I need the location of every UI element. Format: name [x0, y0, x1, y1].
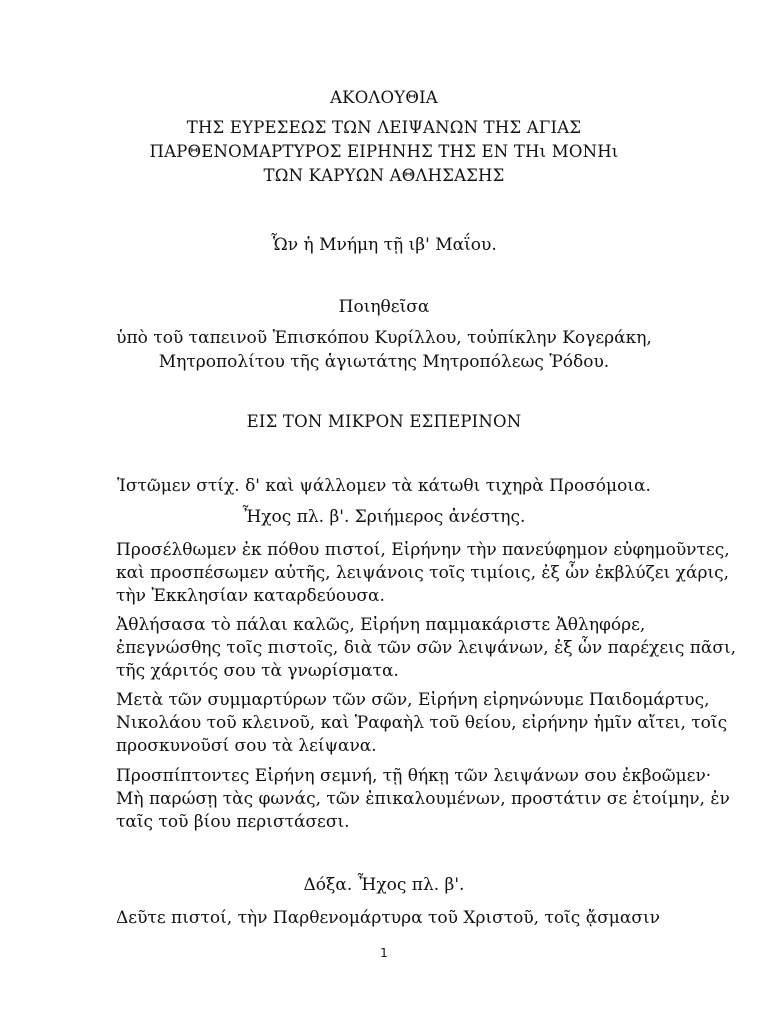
- stanza-4-line-3: ταῖς τοῦ βίου περιστάσεσι.: [116, 812, 350, 832]
- page-number: 1: [380, 946, 388, 960]
- stanza-3-line-3: προσκυνοῦσί σου τὰ λείψανα.: [116, 736, 377, 756]
- stanza-1-line-2: καὶ προσπέσωμεν αὐτῆς, λειψάνοις τοῖς τιμίοις, ἐξ ὧν ἐκβλύζει χάρις,: [116, 563, 730, 583]
- stanza-2-line-1: Ἀθλήσασα τὸ πάλαι καλῶς, Εἰρήνη παμμακάριστε Ἀθληφόρε,: [116, 615, 646, 635]
- author-line-2: Μητροπολίτου τῆς ἁγιωτάτης Μητροπόλεως Ῥόδου.: [158, 352, 610, 372]
- stanza-1-line-1: Προσέλθωμεν ἐκ πόθου πιστοί, Εἰρήνην τὴν πανεύφημον εὐφημοῦντες,: [116, 540, 730, 560]
- title-line-3: ΠΑΡΘΕΝΟΜΑΡΤΥΡΟΣ ΕΙΡΗΝΗΣ ΤΗΣ ΕΝ ΤΗι ΜΟΝΗι: [149, 142, 619, 161]
- stanza-3-line-2: Νικολάου τοῦ κλεινοῦ, καὶ Ῥαφαὴλ τοῦ θείου, εἰρήνην ἡμῖν αἴτει, τοῖς: [116, 713, 728, 733]
- stanza-1-line-3: τὴν Ἐκκλησίαν καταρδεύουσα.: [116, 586, 385, 606]
- title-line-1: ΑΚΟΛΟΥΘΙΑ: [330, 88, 438, 107]
- stanza-2-line-2: ἐπεγνώσθης τοῖς πιστοῖς, διὰ τῶν σῶν λειψάνων, ἐξ ὧν παρέχεις πᾶσι,: [116, 638, 737, 658]
- stanza-4-line-1: Προσπίπτοντες Εἰρήνη σεμνή, τῇ θήκῃ τῶν λειψάνων σου ἐκβοῶμεν·: [116, 766, 712, 786]
- stanza-3-line-1: Μετὰ τῶν συμμαρτύρων τῶν σῶν, Εἰρήνη εἰρηνώνυμε Παιδομάρτυς,: [116, 690, 710, 710]
- doxa-line: Δόξα. Ἦχος πλ. β'.: [303, 875, 465, 895]
- stanza-2-line-3: τῆς χάριτός σου τὰ γνωρίσματα.: [116, 661, 399, 681]
- title-line-4: ΤΩΝ ΚΑΡΥΩΝ ΑΘΛΗΣΑΣΗΣ: [263, 166, 505, 185]
- author-line-1: ὑπὸ τοῦ ταπεινοῦ Ἐπισκόπου Κυρίλλου, τοὐπίκλην Κογεράκη,: [116, 328, 652, 348]
- rubric-line-1: Ἱστῶμεν στίχ. δ' καὶ ψάλλομεν τὰ κάτωθι τιχηρὰ Προσόμοια.: [117, 476, 651, 496]
- section-heading: ΕΙΣ ΤΟΝ ΜΙΚΡΟΝ ΕΣΠΕΡΙΝΟΝ: [246, 412, 522, 431]
- memory-line: Ὧν ἡ Μνήμη τῇ ιβ' Μαΐου.: [271, 235, 497, 255]
- rubric-line-2: Ἦχος πλ. β'. Σριήμερος ἀνέστης.: [242, 507, 526, 527]
- composed-label: Ποιηθεῖσα: [338, 297, 430, 317]
- stanza-4-line-2: Μὴ παρώσῃ τὰς φωνάς, τῶν ἐπικαλουμένων, προστάτιν σε ἑτοίμην, ἐν: [116, 789, 730, 809]
- title-line-2: ΤΗΣ ΕΥΡΕΣΕΩΣ ΤΩΝ ΛΕΙΨΑΝΩΝ ΤΗΣ ΑΓΙΑΣ: [186, 118, 582, 137]
- closing-line: Δεῦτε πιστοί, τὴν Παρθενομάρτυρα τοῦ Χριστοῦ, τοῖς ᾄσμασιν: [116, 908, 660, 928]
